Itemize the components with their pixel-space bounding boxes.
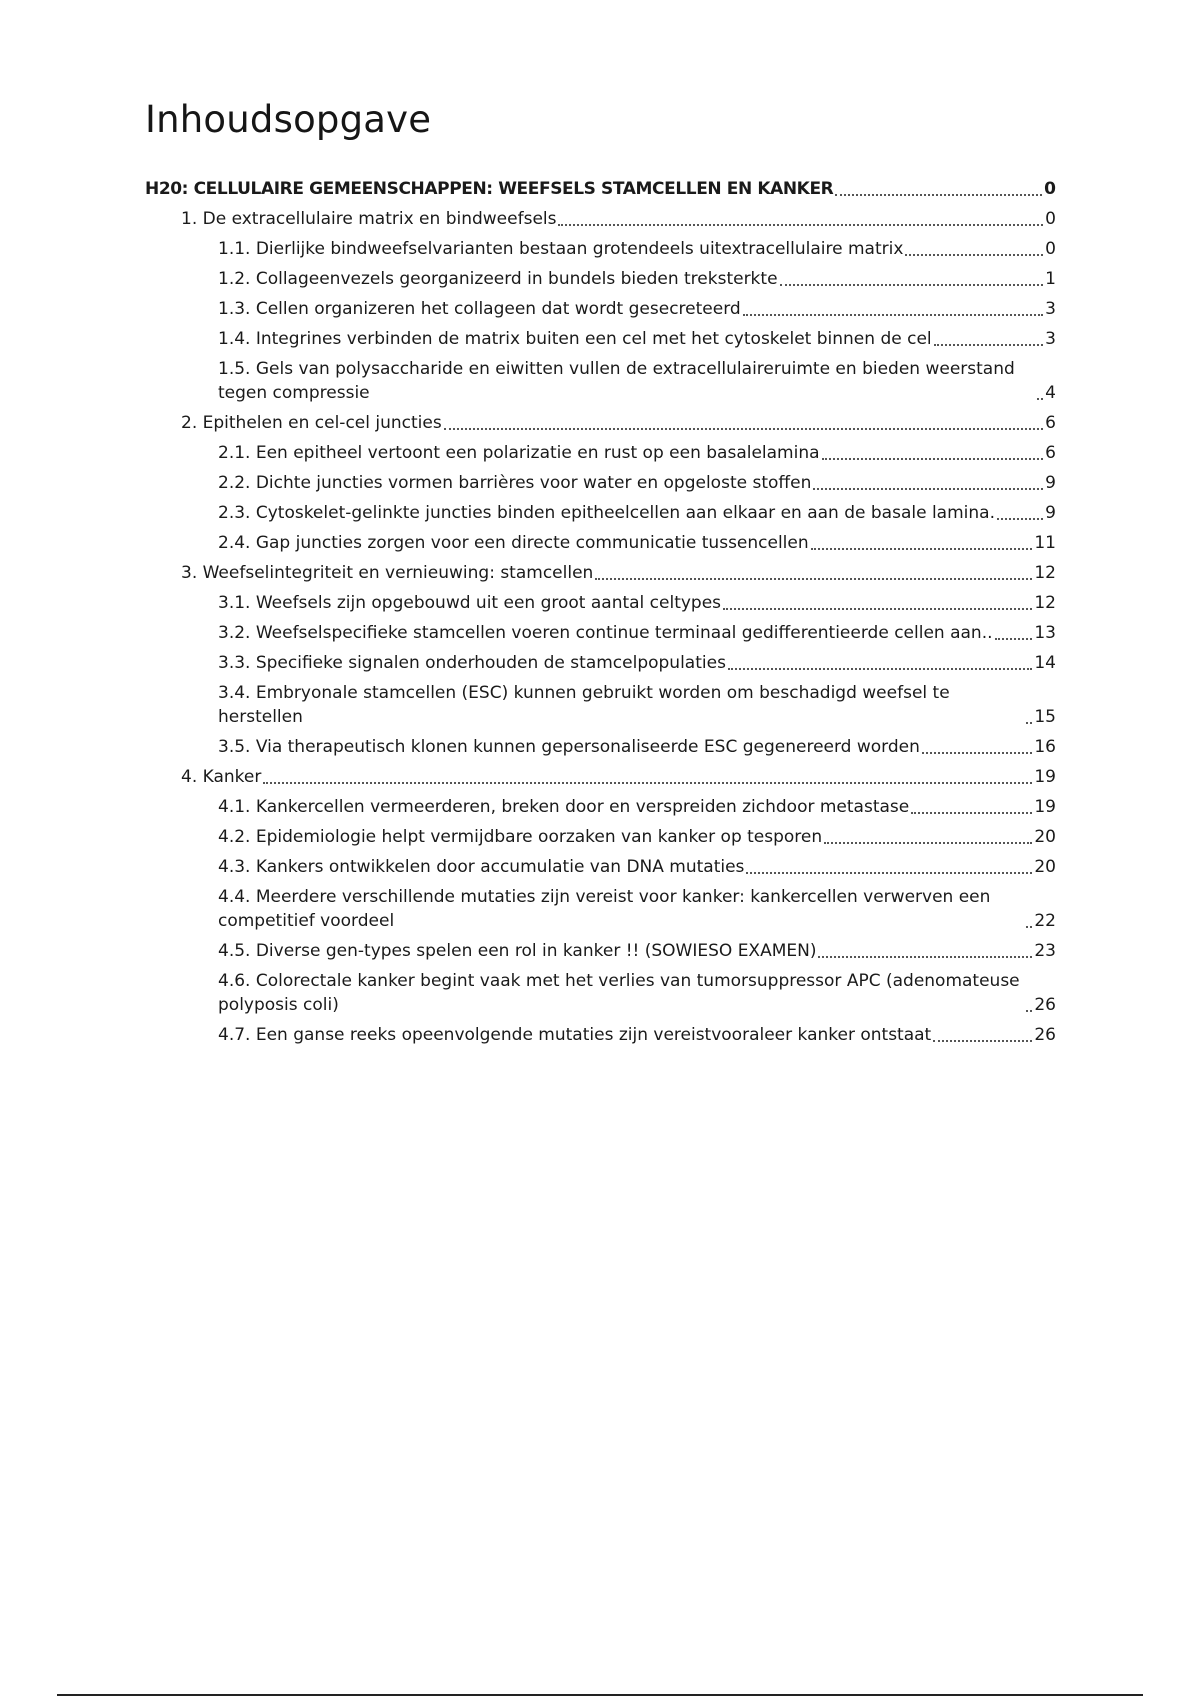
toc-entry-subsection[interactable]	[145, 681, 1056, 729]
toc-entry-text: 4.1. Kankercellen vermeerderen, breken door en verspreiden zichdoor metastase	[218, 797, 910, 817]
dot-leader	[780, 284, 1044, 286]
toc-entry-subsection[interactable]	[145, 501, 1056, 525]
toc-page-number: 19	[1034, 767, 1056, 787]
toc-entry-section[interactable]	[145, 561, 1056, 585]
toc-page-number: 26	[1034, 1025, 1056, 1045]
toc-entry-text: 2.1. Een epitheel vertoont een polarizatie en rust op een basalelamina	[218, 443, 820, 463]
toc-entry-subsection[interactable]	[145, 885, 1056, 933]
toc-page-number: 4	[1045, 383, 1056, 403]
dot-leader	[595, 578, 1032, 580]
dot-leader	[1026, 1010, 1032, 1012]
toc-entry-text: 2.3. Cytoskelet-gelinkte juncties binden epitheelcellen aan elkaar en aan de basale lamina.	[218, 503, 995, 523]
toc-entry-subsection[interactable]	[145, 327, 1056, 351]
footer-divider	[57, 1694, 1143, 1696]
toc-entry-subsection[interactable]	[145, 939, 1056, 963]
toc-page-number: 0	[1045, 239, 1056, 259]
toc-entry-text: 3.1. Weefsels zijn opgebouwd uit een groot aantal celtypes	[218, 593, 722, 613]
toc-entry-section[interactable]	[145, 765, 1056, 789]
dot-leader	[822, 458, 1044, 460]
toc-page-number: 6	[1045, 413, 1056, 433]
dot-leader	[558, 224, 1043, 226]
toc-page-number: 0	[1045, 209, 1056, 229]
toc-entry-subsection[interactable]	[145, 795, 1056, 819]
toc-entry-subsection[interactable]	[145, 357, 1056, 405]
toc-page-number: 3	[1045, 299, 1056, 319]
toc-entry-subsection[interactable]	[145, 237, 1056, 261]
toc-entry-text: 3. Weefselintegriteit en vernieuwing: stamcellen	[181, 563, 594, 583]
toc-entry-text: 4. Kanker	[181, 767, 262, 787]
toc-entry-text: 4.4. Meerdere verschillende mutaties zijn vereist voor kanker: kankercellen verwerven een competitief voordeel	[218, 887, 991, 931]
toc-entry-text: 4.5. Diverse gen-types spelen een rol in kanker !! (SOWIESO EXAMEN)	[218, 941, 817, 961]
toc-entry-section[interactable]	[145, 207, 1056, 231]
dot-leader	[997, 518, 1043, 520]
toc-page-number: 12	[1034, 563, 1056, 583]
toc-entry-subsection[interactable]	[145, 267, 1056, 291]
toc-page-number: 11	[1034, 533, 1056, 553]
dot-leader	[818, 956, 1032, 958]
toc-entry-text: 4.2. Epidemiologie helpt vermijdbare oorzaken van kanker op tesporen	[218, 827, 823, 847]
toc-page-number: 20	[1034, 827, 1056, 847]
toc-entry-text: 2.4. Gap juncties zorgen voor een directe communicatie tussencellen	[218, 533, 809, 553]
page-title: Inhoudsopgave	[145, 98, 432, 141]
toc-page-number: 9	[1045, 503, 1056, 523]
toc-entry-text: 1.1. Dierlijke bindweefselvarianten bestaan grotendeels uitextracellulaire matrix	[218, 239, 904, 259]
toc-entry-text: 1.3. Cellen organizeren het collageen dat wordt gesecreteerd	[218, 299, 741, 319]
toc-page-number: 3	[1045, 329, 1056, 349]
dot-leader	[922, 752, 1032, 754]
table-of-contents	[145, 177, 1056, 1053]
toc-entry-text: 3.3. Specifieke signalen onderhouden de stamcelpopulaties	[218, 653, 726, 673]
toc-entry-subsection[interactable]	[145, 969, 1056, 1017]
toc-page-number: 12	[1034, 593, 1056, 613]
dot-leader	[911, 812, 1032, 814]
dot-leader	[811, 548, 1033, 550]
dot-leader	[263, 782, 1032, 784]
dot-leader	[824, 842, 1032, 844]
toc-entry-text: 4.6. Colorectale kanker begint vaak met het verlies van tumorsuppressor APC (adenomateuse polyposis coli)	[218, 971, 1020, 1015]
toc-entry-subsection[interactable]	[145, 621, 1056, 645]
toc-entry-subsection[interactable]	[145, 531, 1056, 555]
toc-entry-text: 1.4. Integrines verbinden de matrix buiten een cel met het cytoskelet binnen de cel	[218, 329, 932, 349]
toc-page-number: 26	[1034, 995, 1056, 1015]
toc-entry-subsection[interactable]	[145, 825, 1056, 849]
dot-leader	[743, 314, 1043, 316]
toc-page-number: 16	[1034, 737, 1056, 757]
dot-leader	[813, 488, 1043, 490]
toc-page-number: 13	[1034, 623, 1056, 643]
toc-entry-subsection[interactable]	[145, 651, 1056, 675]
toc-page-number: 19	[1034, 797, 1056, 817]
toc-entry-text: 2. Epithelen en cel-cel juncties	[181, 413, 442, 433]
dot-leader	[905, 254, 1043, 256]
toc-entry-subsection[interactable]	[145, 1023, 1056, 1047]
toc-entry-text: 4.7. Een ganse reeks opeenvolgende mutaties zijn vereistvooraleer kanker ontstaat	[218, 1025, 932, 1045]
toc-page-number: 6	[1045, 443, 1056, 463]
dot-leader	[835, 194, 1042, 196]
toc-page-number: 23	[1034, 941, 1056, 961]
toc-page-number: 1	[1045, 269, 1056, 289]
toc-entry-text: H20: CELLULAIRE GEMEENSCHAPPEN: WEEFSELS STAMCELLEN EN KANKER	[145, 179, 834, 199]
toc-entry-text: 1. De extracellulaire matrix en bindweefsels	[181, 209, 557, 229]
dot-leader	[1037, 398, 1043, 400]
toc-entry-subsection[interactable]	[145, 735, 1056, 759]
toc-entry-subsection[interactable]	[145, 591, 1056, 615]
dot-leader	[1026, 926, 1032, 928]
dot-leader	[723, 608, 1032, 610]
dot-leader	[1026, 722, 1032, 724]
toc-page-number: 0	[1044, 179, 1056, 199]
toc-entry-text: 2.2. Dichte juncties vormen barrières voor water en opgeloste stoffen	[218, 473, 812, 493]
toc-page-number: 22	[1034, 911, 1056, 931]
dot-leader	[995, 638, 1033, 640]
toc-page-number: 15	[1034, 707, 1056, 727]
toc-page-number: 9	[1045, 473, 1056, 493]
toc-entry-text: 1.5. Gels van polysaccharide en eiwitten vullen de extracellulaireruimte en bieden weerstand tegen compressie	[218, 359, 1015, 403]
toc-entry-text: 4.3. Kankers ontwikkelen door accumulatie van DNA mutaties	[218, 857, 745, 877]
dot-leader	[934, 344, 1044, 346]
dot-leader	[746, 872, 1032, 874]
dot-leader	[933, 1040, 1032, 1042]
toc-entry-subsection[interactable]	[145, 855, 1056, 879]
toc-entry-subsection[interactable]	[145, 297, 1056, 321]
toc-entry-subsection[interactable]	[145, 471, 1056, 495]
toc-entry-chapter[interactable]	[145, 177, 1056, 201]
toc-page-number: 20	[1034, 857, 1056, 877]
toc-entry-section[interactable]	[145, 411, 1056, 435]
toc-entry-text: 3.2. Weefselspecifieke stamcellen voeren continue terminaal gedifferentieerde cellen aan..	[218, 623, 993, 643]
toc-page-number: 14	[1034, 653, 1056, 673]
toc-entry-subsection[interactable]	[145, 441, 1056, 465]
toc-entry-text: 1.2. Collageenvezels georganizeerd in bundels bieden treksterkte	[218, 269, 778, 289]
dot-leader	[444, 428, 1043, 430]
toc-entry-text: 3.4. Embryonale stamcellen (ESC) kunnen gebruikt worden om beschadigd weefsel te herstellen	[218, 683, 950, 727]
dot-leader	[728, 668, 1032, 670]
toc-entry-text: 3.5. Via therapeutisch klonen kunnen gepersonaliseerde ESC gegenereerd worden	[218, 737, 920, 757]
